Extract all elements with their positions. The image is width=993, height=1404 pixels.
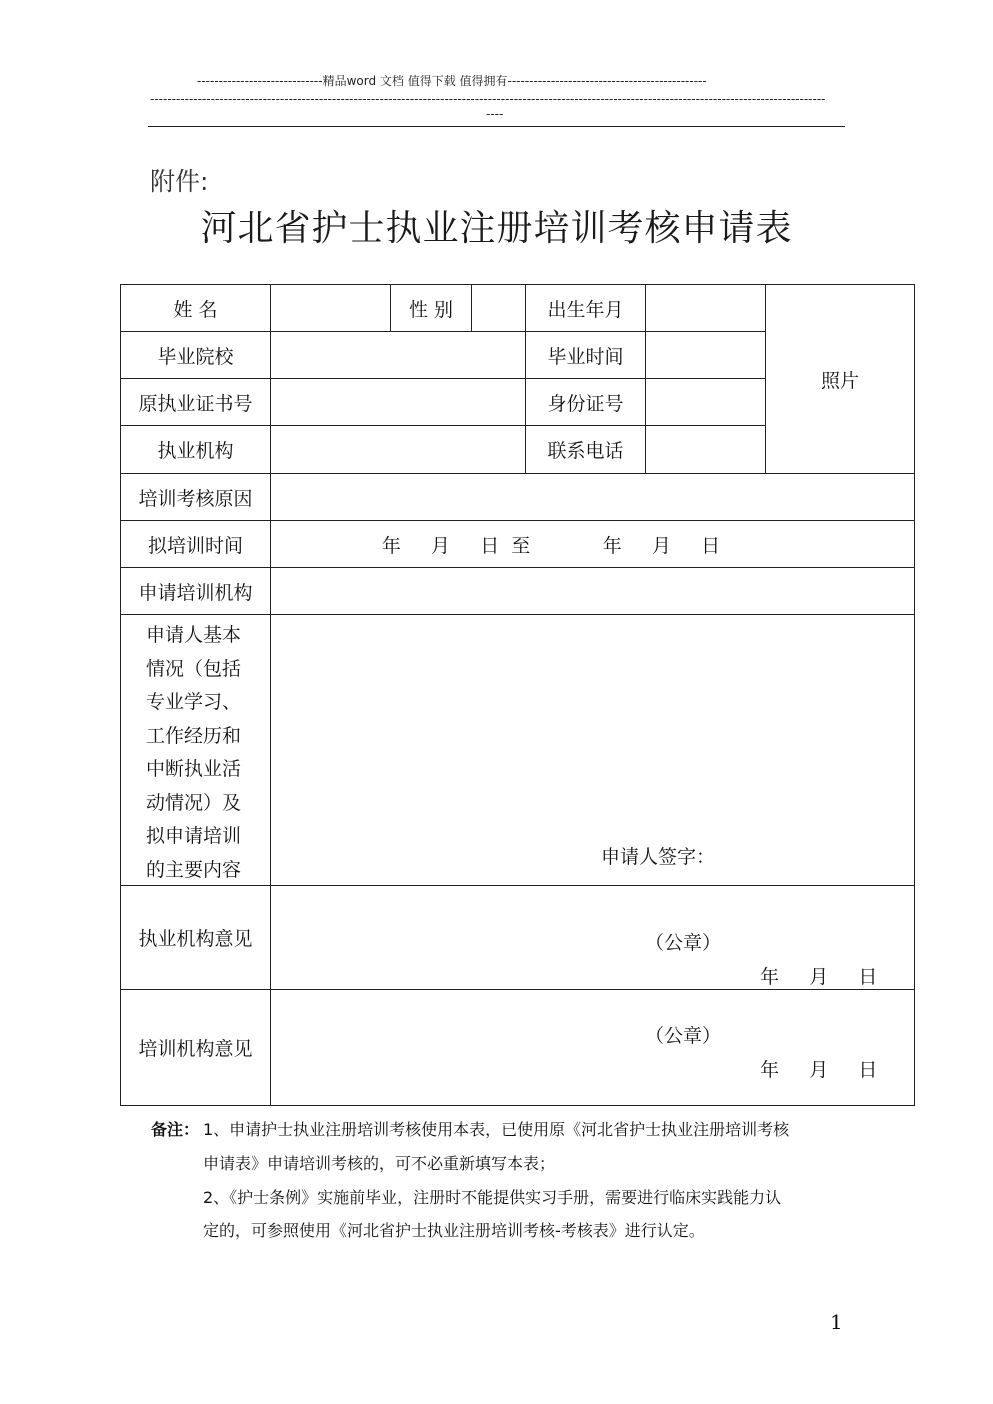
apply-institution-label: 申请培训机构: [138, 581, 253, 604]
note-item-2: 2、《护士条例》实施前毕业，注册时不能提供实习手册，需要进行临床实践能力认: [203, 1188, 782, 1207]
phone-field[interactable]: [646, 426, 765, 473]
reason-label: 培训考核原因: [138, 487, 253, 510]
photo-box[interactable]: 照片: [820, 369, 859, 392]
basic-info-line: 中断执业活: [146, 758, 242, 780]
cert-no-label: 原执业证书号: [138, 392, 253, 415]
name-field[interactable]: [271, 285, 390, 331]
grad-time-label: 毕业时间: [547, 345, 624, 368]
school-field[interactable]: [271, 332, 525, 378]
school-label: 毕业院校: [157, 345, 234, 368]
reason-field[interactable]: [271, 474, 914, 520]
header-line-2: ------------------------------------------------------------------------------------------------------------------------------------------------------------: [150, 92, 826, 106]
institution-field[interactable]: [271, 426, 525, 473]
basic-info-line: 情况（包括: [146, 657, 242, 680]
note-item-1: 1、申请护士执业注册培训考核使用本表，已使用原《河北省护士执业注册培训考核: [203, 1120, 790, 1139]
page-number: 1: [830, 1310, 843, 1334]
training-opinion-label: 培训机构意见: [138, 1038, 253, 1060]
note-item-1-cont: 申请表》申请培训考核的，可不必重新填写本表；: [203, 1154, 556, 1173]
gender-field[interactable]: [472, 285, 525, 331]
institution-label: 执业机构: [157, 440, 234, 462]
basic-info-line: 拟申请培训: [146, 825, 242, 847]
basic-info-line: 工作经历和: [146, 724, 242, 747]
attachment-label: 附件:: [150, 167, 209, 196]
phone-label: 联系电话: [547, 440, 624, 462]
signature-label: 申请人签字：: [601, 846, 716, 868]
basic-info-line: 动情况）及: [146, 791, 242, 814]
plan-time-field[interactable]: 年 月 日 至 年 月 日: [381, 534, 721, 557]
header-line-1: -----------------------------精品word 文档 值得下载 值得拥有----------------------------------------------: [197, 74, 707, 88]
id-no-label: 身份证号: [547, 392, 624, 415]
birth-label: 出生年月: [547, 298, 624, 321]
note-item-2-cont: 定的，可参照使用《河北省护士执业注册培训考核-考核表》进行认定。: [203, 1221, 705, 1240]
basic-info-label: [146, 619, 266, 887]
page-title: 河北省护士执业注册培训考核申请表: [200, 208, 793, 249]
id-no-field[interactable]: [646, 379, 765, 425]
seal-label: （公章）: [645, 1025, 722, 1047]
date-line: 年 月 日: [760, 966, 878, 988]
date-line: 年 月 日: [760, 1059, 878, 1081]
basic-info-line: 专业学习、: [146, 691, 242, 713]
basic-info-field[interactable]: [271, 615, 914, 885]
basic-info-line: 申请人基本: [146, 624, 242, 646]
institution-opinion-label: 执业机构意见: [138, 928, 253, 950]
birth-field[interactable]: [646, 285, 765, 331]
plan-time-label: 拟培训时间: [147, 534, 243, 557]
basic-info-line: 的主要内容: [146, 858, 242, 881]
header-line-3: ----: [486, 107, 504, 121]
notes-label: 备注：: [151, 1120, 200, 1139]
apply-institution-field[interactable]: [271, 568, 914, 614]
header-rule: [148, 126, 845, 127]
seal-label: （公章）: [645, 932, 722, 954]
training-opinion-field[interactable]: [271, 990, 914, 1105]
cert-no-field[interactable]: [271, 379, 525, 425]
name-label: 姓 名: [173, 298, 218, 321]
gender-label: 性 别: [408, 298, 454, 321]
grad-time-field[interactable]: [646, 332, 765, 378]
